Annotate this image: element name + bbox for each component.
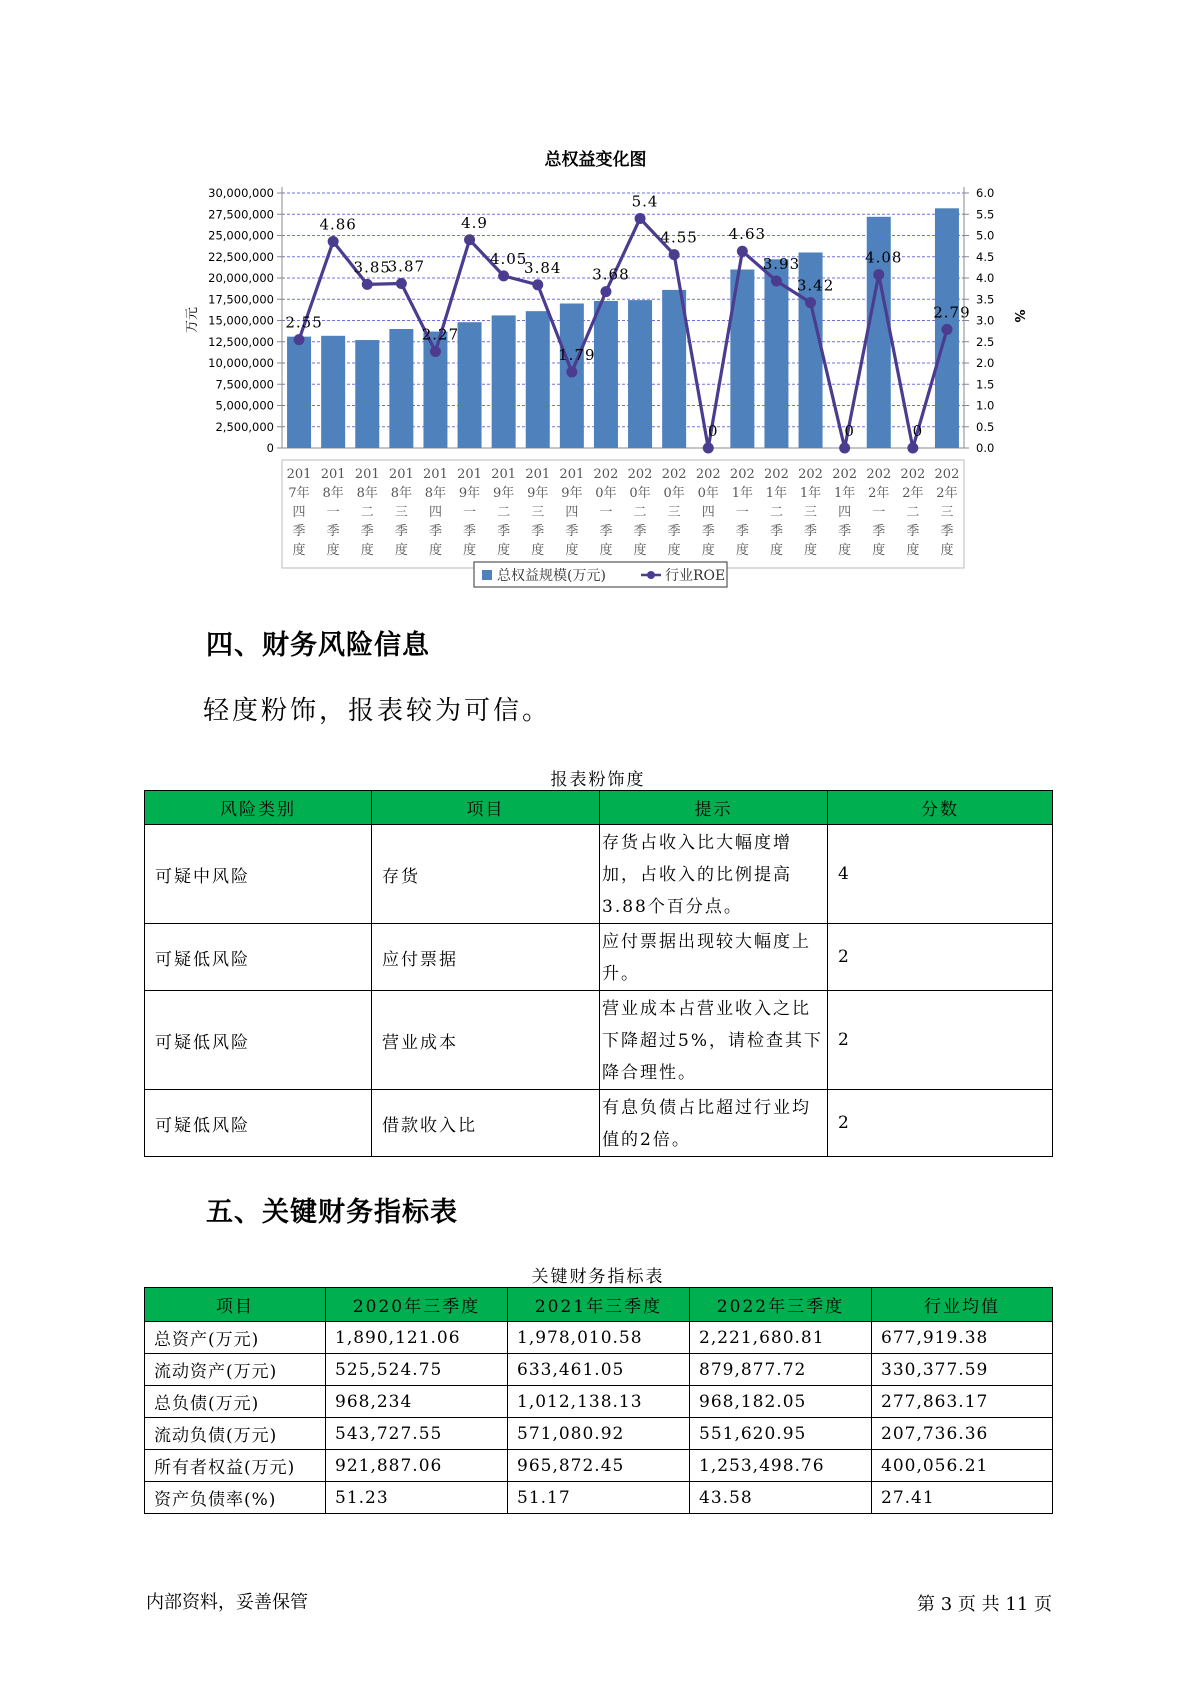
risk-score-cell: 2: [828, 1090, 1053, 1157]
x-tick-label: 度: [326, 543, 340, 558]
roe-point: [532, 279, 543, 290]
x-tick-label: 度: [667, 543, 681, 558]
x-tick-label: 二: [633, 505, 647, 520]
roe-point: [635, 213, 646, 224]
roe-point: [396, 278, 407, 289]
roe-data-label: 4.86: [319, 215, 357, 234]
x-tick-label: 三: [531, 505, 545, 520]
roe-point: [430, 346, 441, 357]
kpi-label-cell: 流动负债(万元): [145, 1418, 326, 1450]
kpi-label-cell: 流动资产(万元): [145, 1354, 326, 1386]
table-row: [145, 1322, 1053, 1354]
kpi-value-cell: 633,461.05: [508, 1354, 690, 1386]
legend-line-label: 行业ROE: [665, 568, 726, 584]
x-tick-label: 9年: [561, 486, 583, 501]
y-right-axis-title: %: [1011, 309, 1026, 323]
x-tick-label: 9年: [458, 486, 481, 501]
x-tick-label: 1年: [765, 486, 788, 501]
roe-point: [907, 443, 918, 454]
x-tick-label: 201: [354, 467, 380, 482]
x-tick-label: 度: [735, 543, 749, 558]
roe-point: [294, 334, 305, 345]
legend-line-marker: [647, 571, 655, 579]
risk-hint-cell: 应付票据出现较大幅度上升。: [600, 924, 828, 991]
y-right-tick-label: 3.0: [976, 313, 995, 328]
x-tick-label: 8年: [390, 486, 412, 501]
kpi-value-cell: 1,253,498.76: [690, 1450, 872, 1482]
roe-point: [839, 443, 850, 454]
x-tick-label: 季: [326, 524, 340, 539]
kpi-value-cell: 968,182.05: [690, 1386, 872, 1418]
section4-heading: 四、财务风险信息: [206, 630, 430, 661]
risk-category-cell: 可疑低风险: [145, 991, 372, 1090]
x-tick-label: 0年: [595, 486, 617, 501]
roe-data-label: 2.79: [933, 303, 971, 322]
x-tick-label: 四: [292, 505, 306, 520]
risk-category-cell: 可疑低风险: [145, 924, 372, 991]
chart-title: 总权益变化图: [544, 150, 647, 170]
kpi-value-cell: 1,978,010.58: [508, 1322, 690, 1354]
x-tick-label: 季: [394, 524, 408, 539]
roe-point: [498, 270, 509, 281]
y-right-tick-label: 5.5: [976, 207, 995, 222]
bar: [321, 336, 345, 448]
risk-score-cell: 2: [828, 991, 1053, 1090]
x-tick-label: 7年: [288, 486, 310, 501]
kpi-header-cell: 行业均值: [872, 1288, 1053, 1322]
bar: [662, 290, 686, 448]
roe-data-label: 3.85: [353, 258, 391, 277]
x-tick-label: 二: [497, 505, 511, 520]
x-tick-label: 四: [838, 505, 852, 520]
y-left-tick-label: 5,000,000: [215, 398, 274, 413]
y-right-tick-label: 0.5: [976, 419, 995, 434]
y-right-tick-label: 3.5: [976, 292, 995, 307]
risk-hint-cell: 营业成本占营业收入之比下降超过5%，请检查其下降合理性。: [600, 991, 828, 1090]
roe-point: [328, 236, 339, 247]
x-tick-label: 度: [940, 543, 954, 558]
risk-header-cell: 提示: [600, 791, 828, 825]
x-tick-label: 季: [497, 524, 511, 539]
x-tick-label: 度: [531, 543, 545, 558]
x-tick-label: 2年: [936, 486, 958, 501]
bar: [628, 300, 652, 448]
x-tick-label: 度: [872, 543, 886, 558]
roe-data-label: 1.79: [558, 345, 596, 364]
x-tick-label: 度: [906, 543, 920, 558]
x-tick-label: 度: [804, 543, 818, 558]
kpi-value-cell: 207,736.36: [872, 1418, 1053, 1450]
footer-page-number: 第 3 页 共 11 页: [917, 1594, 1052, 1615]
x-tick-label: 8年: [356, 486, 378, 501]
x-tick-label: 201: [388, 467, 414, 482]
x-tick-label: 季: [769, 524, 783, 539]
roe-data-label: 0: [707, 422, 719, 440]
x-tick-label: 201: [286, 467, 312, 482]
table-row: [145, 1450, 1053, 1482]
x-tick-label: 2年: [868, 486, 890, 501]
roe-data-label: 4.05: [489, 249, 528, 268]
kpi-value-cell: 330,377.59: [872, 1354, 1053, 1386]
kpi-label-cell: 总资产(万元): [145, 1322, 326, 1354]
risk-score-cell: 4: [828, 825, 1053, 924]
kpi-value-cell: 27.41: [872, 1482, 1053, 1514]
bar: [389, 329, 413, 448]
kpi-header-cell: 2022年三季度: [690, 1288, 872, 1322]
kpi-value-cell: 51.23: [326, 1482, 508, 1514]
y-right-tick-label: 5.0: [976, 228, 995, 243]
x-tick-label: 度: [497, 543, 511, 558]
kpi-value-cell: 51.17: [508, 1482, 690, 1514]
x-tick-label: 202: [661, 467, 687, 482]
y-right-tick-label: 6.0: [976, 186, 995, 200]
x-tick-label: 季: [565, 524, 579, 539]
x-tick-label: 9年: [527, 486, 549, 501]
kpi-value-cell: 571,080.92: [508, 1418, 690, 1450]
kpi-label-cell: 所有者权益(万元): [145, 1450, 326, 1482]
section5-heading: 五、关键财务指标表: [206, 1197, 458, 1228]
y-left-tick-label: 25,000,000: [208, 228, 274, 243]
x-tick-label: 度: [633, 543, 647, 558]
x-tick-label: 季: [667, 524, 681, 539]
x-tick-label: 季: [838, 524, 852, 539]
x-tick-label: 1年: [834, 486, 856, 501]
risk-header-cell: 项目: [372, 791, 600, 825]
kpi-value-cell: 277,863.17: [872, 1386, 1053, 1418]
kpi-value-cell: 525,524.75: [326, 1354, 508, 1386]
x-tick-label: 201: [423, 467, 448, 482]
x-tick-label: 202: [832, 467, 858, 482]
roe-point: [737, 246, 748, 257]
x-tick-label: 202: [729, 467, 755, 482]
kpi-value-cell: 921,887.06: [326, 1450, 508, 1482]
x-tick-label: 202: [900, 467, 926, 482]
legend-bar-swatch: [482, 570, 492, 580]
roe-data-label: 3.42: [796, 276, 835, 295]
kpi-value-cell: 1,890,121.06: [326, 1322, 508, 1354]
table-row: [145, 1354, 1053, 1386]
x-tick-label: 一: [872, 505, 886, 520]
kpi-value-cell: 965,872.45: [508, 1450, 690, 1482]
roe-point: [873, 269, 884, 280]
risk-item-cell: 借款收入比: [372, 1090, 600, 1157]
x-tick-label: 201: [491, 467, 517, 482]
x-tick-label: 度: [701, 543, 715, 558]
kpi-header-cell: 2020年三季度: [326, 1288, 508, 1322]
risk-table-header: [145, 791, 1053, 825]
roe-data-label: 0: [844, 422, 855, 440]
y-left-tick-label: 0: [266, 441, 274, 455]
y-right-tick-label: 4.5: [976, 249, 995, 264]
bar: [526, 311, 550, 448]
roe-point: [805, 297, 816, 308]
roe-data-label: 0: [912, 422, 924, 440]
kpi-table: [144, 1287, 1053, 1514]
x-tick-label: 三: [667, 505, 681, 520]
footer-confidential: 内部资料，妥善保管: [146, 1592, 308, 1613]
y-left-tick-label: 30,000,000: [208, 186, 274, 200]
x-tick-label: 四: [428, 505, 442, 520]
y-right-tick-label: 2.0: [976, 356, 995, 370]
roe-point: [464, 234, 475, 245]
x-tick-label: 季: [633, 524, 647, 539]
risk-category-cell: 可疑低风险: [145, 1090, 372, 1157]
roe-data-label: 2.55: [285, 313, 323, 332]
x-tick-label: 度: [292, 543, 306, 558]
kpi-value-cell: 2,221,680.81: [690, 1322, 872, 1354]
table-row: [145, 991, 1053, 1090]
y-left-tick-label: 22,500,000: [208, 249, 274, 264]
x-tick-label: 0年: [629, 486, 651, 501]
roe-point: [771, 275, 782, 286]
y-right-tick-label: 0.0: [976, 441, 995, 455]
y-left-tick-label: 27,500,000: [208, 207, 274, 222]
kpi-value-cell: 400,056.21: [872, 1450, 1053, 1482]
x-tick-label: 季: [906, 524, 920, 539]
table-row: [145, 1090, 1053, 1157]
bar: [355, 340, 379, 448]
bar: [458, 322, 482, 448]
equity-roe-chart: [0, 0, 1191, 600]
x-tick-label: 季: [292, 524, 306, 539]
x-tick-label: 季: [872, 524, 886, 539]
table-row: [145, 1386, 1053, 1418]
x-tick-label: 9年: [493, 486, 515, 501]
x-tick-label: 季: [599, 524, 613, 539]
x-tick-label: 202: [934, 467, 960, 482]
x-tick-label: 季: [463, 524, 477, 539]
x-tick-label: 四: [565, 505, 579, 520]
kpi-value-cell: 677,919.38: [872, 1322, 1053, 1354]
x-tick-label: 度: [565, 543, 579, 558]
y-left-tick-label: 2,500,000: [215, 419, 274, 434]
roe-data-label: 4.63: [728, 225, 767, 244]
kpi-table-caption: 关键财务指标表: [531, 1267, 665, 1287]
kpi-value-cell: 968,234: [326, 1386, 508, 1418]
x-tick-label: 一: [326, 505, 340, 520]
roe-data-label: 4.08: [865, 248, 903, 267]
x-tick-label: 8年: [424, 486, 447, 501]
roe-point: [941, 324, 952, 335]
x-tick-label: 2年: [902, 486, 924, 501]
x-tick-label: 三: [394, 505, 408, 520]
kpi-value-cell: 551,620.95: [690, 1418, 872, 1450]
risk-hint-cell: 有息负债占比超过行业均值的2倍。: [600, 1090, 828, 1157]
x-tick-label: 202: [695, 467, 721, 482]
y-left-tick-label: 12,500,000: [208, 334, 274, 349]
risk-score-cell: 2: [828, 924, 1053, 991]
risk-category-cell: 可疑中风险: [145, 825, 372, 924]
table-row: [145, 1418, 1053, 1450]
x-tick-label: 度: [360, 543, 374, 558]
roe-point: [566, 366, 577, 377]
roe-point: [669, 249, 680, 260]
x-tick-label: 季: [701, 524, 715, 539]
x-tick-label: 一: [735, 505, 749, 520]
risk-header-cell: 分数: [828, 791, 1053, 825]
kpi-label-cell: 总负债(万元): [145, 1386, 326, 1418]
risk-item-cell: 应付票据: [372, 924, 600, 991]
legend-bar-label: 总权益规模(万元): [497, 568, 606, 584]
x-tick-label: 202: [866, 467, 892, 482]
y-left-tick-label: 15,000,000: [208, 313, 274, 328]
x-axis-label-box: [282, 460, 964, 568]
bar: [492, 315, 516, 448]
roe-data-label: 4.55: [660, 228, 698, 247]
roe-data-label: 3.87: [387, 257, 426, 276]
x-tick-label: 季: [735, 524, 749, 539]
risk-hint-cell: 存货占收入比大幅度增加，占收入的比例提高3.88个百分点。: [600, 825, 828, 924]
kpi-header-cell: 2021年三季度: [508, 1288, 690, 1322]
roe-data-label: 2.27: [421, 325, 460, 344]
roe-data-label: 3.68: [592, 265, 630, 284]
x-tick-label: 季: [428, 524, 442, 539]
x-tick-label: 季: [804, 524, 818, 539]
kpi-label-cell: 资产负债率(%): [145, 1482, 326, 1514]
x-tick-label: 0年: [663, 486, 685, 501]
x-tick-label: 一: [599, 505, 613, 520]
x-tick-label: 度: [394, 543, 408, 558]
x-tick-label: 度: [599, 543, 613, 558]
bar: [594, 301, 618, 448]
y-left-tick-label: 7,500,000: [215, 377, 274, 392]
x-tick-label: 季: [531, 524, 545, 539]
y-right-tick-label: 2.5: [976, 334, 995, 349]
x-tick-label: 201: [525, 467, 551, 482]
y-right-tick-label: 1.0: [976, 398, 995, 413]
roe-point: [703, 443, 714, 454]
x-tick-label: 201: [559, 467, 585, 482]
kpi-value-cell: 43.58: [690, 1482, 872, 1514]
x-tick-label: 202: [593, 467, 619, 482]
x-tick-label: 8年: [322, 486, 344, 501]
x-tick-label: 202: [627, 467, 653, 482]
bar: [287, 337, 311, 448]
x-tick-label: 二: [906, 505, 920, 520]
kpi-table-header: [145, 1288, 1053, 1322]
roe-data-label: 5.4: [631, 192, 659, 211]
x-tick-label: 二: [360, 505, 374, 520]
roe-data-label: 3.84: [524, 258, 562, 277]
risk-table: [144, 790, 1053, 1157]
roe-data-label: 3.93: [762, 254, 801, 273]
x-tick-label: 1年: [799, 486, 822, 501]
y-left-tick-label: 17,500,000: [208, 292, 274, 307]
x-tick-label: 度: [463, 543, 477, 558]
risk-item-cell: 存货: [372, 825, 600, 924]
kpi-value-cell: 543,727.55: [326, 1418, 508, 1450]
x-tick-label: 1年: [731, 486, 753, 501]
x-tick-label: 二: [769, 505, 783, 520]
x-tick-label: 202: [764, 467, 789, 482]
risk-summary-text: 轻度粉饰，报表较为可信。: [203, 696, 552, 726]
x-tick-label: 度: [428, 543, 442, 558]
kpi-value-cell: 879,877.72: [690, 1354, 872, 1386]
roe-point: [362, 279, 373, 290]
x-tick-label: 度: [769, 543, 783, 558]
risk-item-cell: 营业成本: [372, 991, 600, 1090]
table-row: [145, 924, 1053, 991]
y-left-tick-label: 10,000,000: [208, 356, 274, 370]
x-tick-label: 202: [798, 467, 823, 482]
kpi-value-cell: 1,012,138.13: [508, 1386, 690, 1418]
x-tick-label: 0年: [697, 486, 719, 501]
y-left-axis-title: 万元: [185, 306, 200, 334]
risk-table-caption: 报表粉饰度: [550, 770, 646, 790]
x-tick-label: 201: [320, 467, 346, 482]
x-tick-label: 三: [804, 505, 818, 520]
x-tick-label: 四: [701, 505, 715, 520]
kpi-header-cell: 项目: [145, 1288, 326, 1322]
risk-header-cell: 风险类别: [145, 791, 372, 825]
roe-data-label: 4.9: [461, 213, 488, 232]
y-right-tick-label: 4.0: [976, 271, 995, 285]
table-row: [145, 1482, 1053, 1514]
roe-point: [600, 286, 611, 297]
x-tick-label: 201: [457, 467, 482, 482]
x-tick-label: 季: [940, 524, 954, 539]
y-right-tick-label: 1.5: [976, 377, 995, 392]
x-tick-label: 度: [838, 543, 852, 558]
y-left-tick-label: 20,000,000: [208, 271, 274, 285]
x-tick-label: 三: [940, 505, 954, 520]
table-row: [145, 825, 1053, 924]
x-tick-label: 季: [360, 524, 374, 539]
x-tick-label: 一: [463, 505, 477, 520]
